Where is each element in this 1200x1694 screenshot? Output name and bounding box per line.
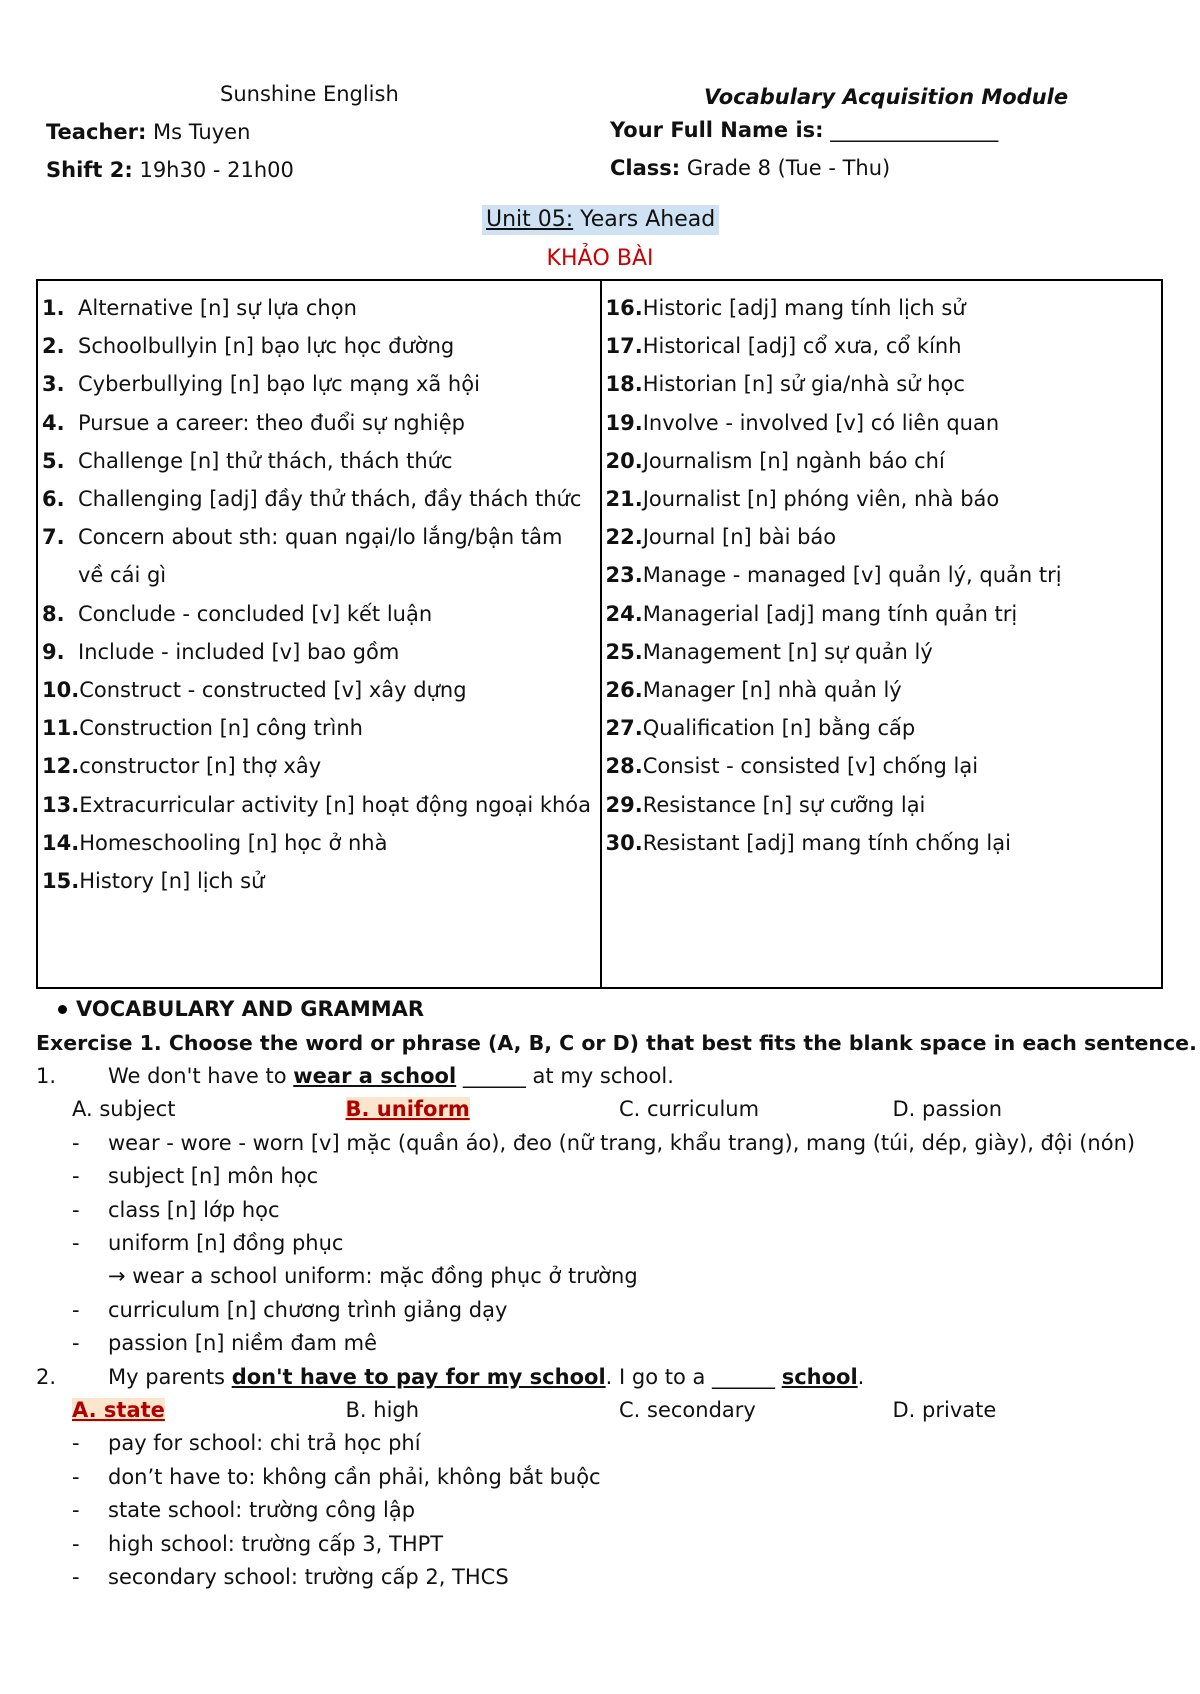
vocab-item — [42, 747, 600, 785]
question-underlined: school — [781, 1364, 858, 1389]
question-number: 1. — [36, 1064, 57, 1088]
class-line — [610, 155, 890, 181]
note-text: pay for school: chi trả học phí — [108, 1431, 421, 1456]
option-a — [72, 1394, 346, 1427]
question-1-notes-more — [36, 1294, 1166, 1361]
vocab-text: Cyberbullying [n] bạo lực mạng xã hội — [78, 372, 480, 397]
vocab-text: Resistant [adj] mang tính chống lại — [642, 830, 1011, 855]
question-text-part: My parents — [108, 1364, 232, 1389]
note-item — [36, 1127, 1166, 1160]
question-text-part: . I go to a ______ — [605, 1364, 782, 1389]
question-1-notes — [36, 1127, 1166, 1261]
question-text-part: We don't have to — [108, 1064, 294, 1088]
vocab-number: 19. — [605, 410, 643, 435]
note-item — [36, 1427, 1166, 1460]
question-1-options — [36, 1093, 1166, 1126]
vocab-item — [606, 289, 1162, 327]
question-2-notes — [36, 1427, 1166, 1594]
vocab-text: Journalism [n] ngành báo chí — [642, 448, 945, 473]
question-text-part: ______ at my school. — [456, 1064, 674, 1088]
exercise-1-instructions: Exercise 1. Choose the word or phrase (A, B, C or D) that best fits the blank space in each sentence. — [36, 1031, 1197, 1055]
note-item — [36, 1461, 1166, 1494]
shift-line — [46, 157, 294, 183]
vocab-number: 14. — [42, 830, 80, 855]
vocab-text: Challenge [n] thử thách, thách thức — [78, 448, 453, 473]
vocab-number: 2. — [42, 334, 65, 359]
note-text: uniform [n] đồng phục — [108, 1231, 344, 1256]
vocab-number: 11. — [42, 716, 80, 741]
vocab-item — [606, 747, 1162, 785]
vocab-item — [606, 633, 1162, 671]
vocab-number: 18. — [605, 372, 643, 397]
vocab-text: Historic [adj] mang tính lịch sử — [642, 296, 966, 320]
vocab-text: constructor [n] thợ xây — [79, 754, 322, 779]
vocab-number: 9. — [42, 639, 65, 664]
vocab-number: 5. — [42, 448, 65, 473]
vocab-number: 25. — [605, 639, 643, 664]
option-c: C. secondary — [619, 1398, 756, 1423]
vocab-text: Consist - consisted [v] chống lại — [642, 754, 979, 779]
vocab-item — [42, 862, 600, 900]
vocab-item — [42, 709, 600, 747]
vocab-text: Resistance [n] sự cưỡng lại — [642, 792, 926, 817]
vocab-number: 1. — [42, 296, 65, 320]
vocab-number: 26. — [605, 678, 643, 703]
vocab-item — [42, 824, 600, 862]
dash-marker: - — [72, 1130, 80, 1155]
option-b: B. high — [345, 1398, 420, 1423]
vocab-text: Schoolbullyin [n] bạo lực học đường — [78, 334, 455, 359]
full-name-label: Your Full Name is: — [610, 118, 824, 142]
teacher-line — [46, 119, 250, 145]
vocabulary-table — [36, 279, 1163, 989]
question-text — [108, 1060, 674, 1093]
vocab-item — [42, 442, 600, 480]
vocab-text: Journalist [n] phóng viên, nhà báo — [642, 487, 1000, 512]
vocabulary-column-left — [38, 281, 600, 987]
vocab-number: 28. — [605, 754, 643, 779]
note-item — [36, 1160, 1166, 1193]
shift-time: 19h30 - 21h00 — [132, 158, 294, 182]
note-text: don’t have to: không cần phải, không bắt buộc — [108, 1464, 601, 1489]
teacher-label: Teacher: — [46, 120, 147, 144]
vocab-item — [606, 556, 1162, 594]
note-item — [36, 1194, 1166, 1227]
correct-answer: B. uniform — [345, 1097, 470, 1122]
vocab-number: 24. — [605, 601, 643, 626]
vocab-item — [606, 404, 1162, 442]
vocab-number: 30. — [605, 830, 643, 855]
vocab-number: 17. — [605, 334, 643, 359]
vocab-number: 23. — [605, 563, 643, 588]
vocab-text: Management [n] sự quản lý — [642, 639, 933, 664]
full-name-blank: ________________ — [823, 118, 999, 142]
vocab-item — [606, 824, 1162, 862]
vocab-item — [606, 786, 1162, 824]
shift-label: Shift 2: — [46, 158, 133, 182]
vocab-item — [42, 327, 600, 365]
vocab-text: Historical [adj] cổ xưa, cổ kính — [642, 334, 962, 359]
note-item — [36, 1227, 1166, 1260]
note-item — [36, 1494, 1166, 1527]
question-number: 2. — [36, 1364, 57, 1389]
vocab-item — [606, 480, 1162, 518]
vocab-text: Historian [n] sử gia/nhà sử học — [642, 372, 965, 397]
question-2 — [36, 1361, 1166, 1394]
vocab-text: Qualification [n] bằng cấp — [642, 716, 916, 741]
vocab-number: 3. — [42, 372, 65, 397]
vocab-text: Managerial [adj] mang tính quản trị — [642, 601, 1018, 626]
module-title: Vocabulary Acquisition Module — [704, 85, 1069, 109]
dash-marker: - — [72, 1331, 80, 1356]
vocab-number: 22. — [605, 525, 643, 550]
dash-marker: - — [72, 1297, 80, 1322]
question-underlined: don't have to pay for my school — [231, 1364, 606, 1389]
option-d: D. passion — [892, 1097, 1003, 1122]
vocabulary-column-right — [600, 281, 1162, 987]
vocab-number: 10. — [42, 678, 80, 703]
unit-heading — [482, 205, 719, 235]
vocab-item — [606, 709, 1162, 747]
dash-marker: - — [72, 1498, 80, 1523]
vocab-number: 6. — [42, 487, 65, 512]
vocab-text: Pursue a career: theo đuổi sự nghiệp — [78, 410, 466, 435]
note-text: subject [n] môn học — [108, 1164, 319, 1189]
vocab-text: History [n] lịch sử — [79, 869, 265, 894]
note-text: passion [n] niềm đam mê — [108, 1331, 378, 1356]
vocab-item — [42, 518, 600, 594]
question-underlined: wear a school — [293, 1064, 457, 1088]
vocab-text: Construct - constructed [v] xây dựng — [79, 678, 467, 703]
note-item — [36, 1561, 1166, 1594]
note-arrow: → wear a school uniform: mặc đồng phục ở trường — [108, 1264, 638, 1289]
vocab-item — [42, 365, 600, 403]
vocab-number: 16. — [605, 296, 643, 320]
vocab-item — [42, 786, 600, 824]
school-name: Sunshine English — [220, 82, 399, 106]
vocab-text: Manager [n] nhà quản lý — [642, 678, 902, 703]
option-d: D. private — [892, 1398, 997, 1423]
question-2-options — [36, 1394, 1166, 1427]
class-value: Grade 8 (Tue - Thu) — [680, 156, 891, 180]
vocab-text: Concern about sth: quan ngại/lo lắng/bận tâm về cái gì — [78, 525, 563, 588]
section-title: KHẢO BÀI — [546, 246, 654, 271]
dash-marker: - — [72, 1531, 80, 1556]
vocab-item — [42, 595, 600, 633]
class-label: Class: — [610, 156, 681, 180]
vocab-item — [606, 365, 1162, 403]
vocab-text: Homeschooling [n] học ở nhà — [79, 830, 388, 855]
option-c: C. curriculum — [619, 1097, 760, 1122]
note-text: class [n] lớp học — [108, 1197, 280, 1222]
vocab-item — [606, 595, 1162, 633]
vocab-text: Journal [n] bài báo — [642, 525, 837, 550]
dash-marker: - — [72, 1565, 80, 1590]
vocab-text: Include - included [v] bao gồm — [78, 639, 400, 664]
vocab-number: 21. — [605, 487, 643, 512]
question-1 — [36, 1060, 1166, 1093]
unit-title: Years Ahead — [573, 207, 716, 232]
vocab-item — [606, 518, 1162, 556]
correct-answer: A. state — [72, 1398, 165, 1423]
vocab-number: 7. — [42, 525, 65, 550]
vocab-item — [42, 404, 600, 442]
vocab-number: 4. — [42, 410, 65, 435]
vocab-number: 12. — [42, 754, 80, 779]
dash-marker: - — [72, 1431, 80, 1456]
vocab-text: Conclude - concluded [v] kết luận — [78, 601, 433, 626]
full-name-line — [610, 117, 998, 143]
vocab-text: Involve - involved [v] có liên quan — [642, 410, 1000, 435]
vocab-text: Manage - managed [v] quản lý, quản trị — [642, 563, 1062, 588]
vocab-text: Alternative [n] sự lựa chọn — [78, 296, 357, 320]
option-a: A. subject — [72, 1097, 176, 1122]
vocab-item — [606, 442, 1162, 480]
vocab-item — [606, 327, 1162, 365]
note-item — [36, 1294, 1166, 1327]
dash-marker: - — [72, 1231, 80, 1256]
vocab-item — [42, 480, 600, 518]
option-b — [346, 1093, 620, 1126]
vocab-item — [42, 633, 600, 671]
dash-marker: - — [72, 1197, 80, 1222]
note-text: wear - wore - worn [v] mặc (quần áo), đeo (nữ trang, khẩu trang), mang (túi, dép, giày), đội (nón) — [108, 1130, 1136, 1155]
vocab-number: 29. — [605, 792, 643, 817]
note-text: high school: trường cấp 3, THPT — [108, 1531, 444, 1556]
note-item — [36, 1528, 1166, 1561]
vocab-number: 27. — [605, 716, 643, 741]
vocab-number: 15. — [42, 869, 80, 894]
teacher-name: Ms Tuyen — [146, 120, 251, 144]
exercise-section — [36, 992, 1197, 1595]
vocab-text: Extracurricular activity [n] hoạt động ngoại khóa — [79, 792, 592, 817]
question-text — [108, 1361, 864, 1394]
vocab-text: Challenging [adj] đầy thử thách, đầy thách thức — [78, 487, 582, 512]
note-item — [36, 1327, 1166, 1360]
note-text: state school: trường công lập — [108, 1498, 416, 1523]
note-text: curriculum [n] chương trình giảng dạy — [108, 1297, 508, 1322]
unit-label: Unit 05: — [486, 207, 574, 232]
vocab-item — [42, 289, 600, 327]
question-text-part: . — [857, 1364, 865, 1389]
dash-marker: - — [72, 1164, 80, 1189]
dash-marker: - — [72, 1464, 80, 1489]
vocab-item — [606, 671, 1162, 709]
vocab-number: 8. — [42, 601, 65, 626]
note-text: secondary school: trường cấp 2, THCS — [108, 1565, 509, 1590]
vocab-grammar-heading: VOCABULARY AND GRAMMAR — [36, 992, 1166, 1026]
vocab-item — [42, 671, 600, 709]
vocab-number: 20. — [605, 448, 643, 473]
vocab-text: Construction [n] công trình — [79, 716, 363, 741]
vocab-number: 13. — [42, 792, 80, 817]
